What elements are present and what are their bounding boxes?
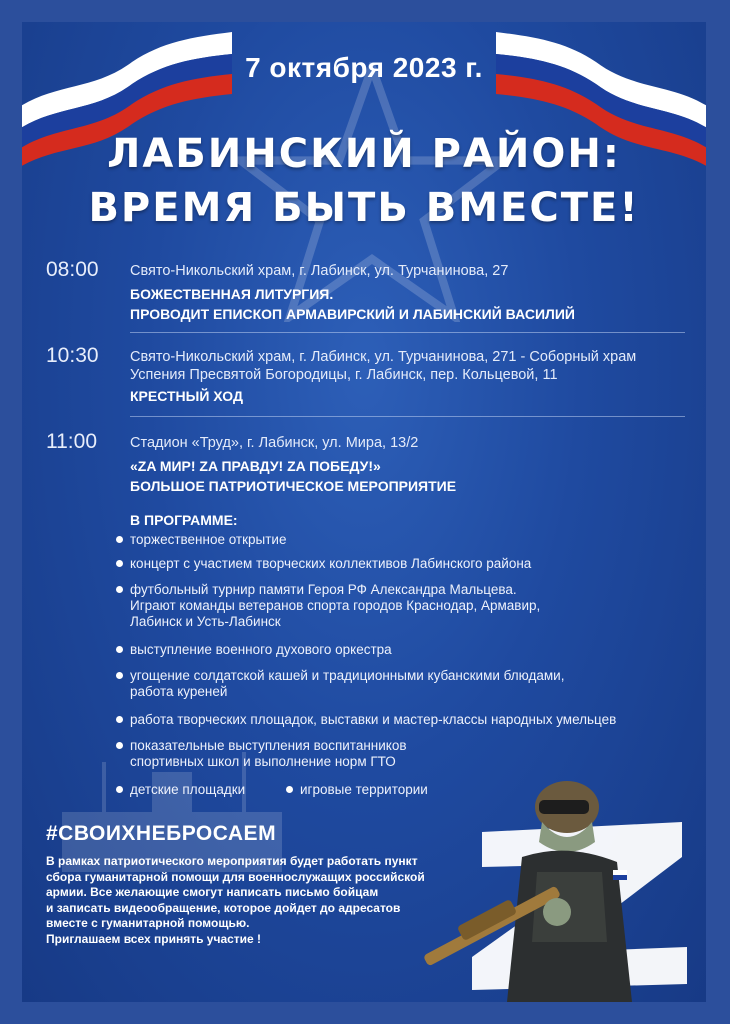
note-line: Приглашаем всех принять участие !: [46, 931, 262, 946]
event-description-line: «ZA МИР! ZA ПРАВДУ! ZA ПОБЕДУ!»: [130, 458, 381, 474]
event-description-line: КРЕСТНЫЙ ХОД: [130, 388, 243, 404]
bullet-icon: [116, 646, 123, 653]
event-place-line: Стадион «Труд», г. Лабинск, ул. Мира, 13/2: [130, 435, 419, 451]
event-description: [130, 386, 690, 406]
event-description: [130, 456, 690, 496]
list-item: [114, 782, 245, 798]
list-item-text: Играют команды ветеранов спорта городов Краснодар, Армавир,: [130, 598, 541, 613]
bullet-icon: [116, 716, 123, 723]
list-item: [114, 668, 694, 700]
event-place-line: Свято-Никольский храм, г. Лабинск, ул. Турчанинова, 27: [130, 263, 509, 279]
event-description-line: БОЖЕСТВЕННАЯ ЛИТУРГИЯ.: [130, 286, 334, 302]
list-item-text: детские площадки: [130, 782, 246, 797]
event-date: 7 октября 2023 г.: [245, 52, 483, 83]
soldier-illustration-icon: [417, 762, 657, 1002]
event-place: [130, 348, 690, 384]
event-time: 11:00: [46, 430, 97, 453]
list-item: [114, 642, 694, 658]
bullet-icon: [116, 672, 123, 679]
list-item: [114, 556, 694, 572]
event-place: [130, 434, 690, 452]
event-time: 08:00: [46, 258, 99, 281]
note-line: армии. Все желающие смогут написать письмо бойцам: [46, 885, 379, 899]
list-item-text: Лабинск и Усть-Лабинск: [130, 614, 281, 629]
title-line-2: ВРЕМЯ БЫТЬ ВМЕСТЕ!: [88, 185, 640, 231]
list-item: [284, 782, 428, 798]
divider: [130, 332, 685, 333]
humanitarian-note: [46, 854, 466, 947]
bullet-icon: [286, 786, 293, 793]
list-item: [114, 532, 694, 548]
event-place: [130, 262, 690, 280]
bullet-icon: [116, 560, 123, 567]
bullet-icon: [116, 742, 123, 749]
poster-title: [22, 127, 706, 235]
event-description-line: БОЛЬШОЕ ПАТРИОТИЧЕСКОЕ МЕРОПРИЯТИЕ: [130, 478, 457, 494]
list-item-text: спортивных школ и выполнение норм ГТО: [130, 754, 396, 769]
note-line: вместе с гуманитарной помощью.: [46, 916, 250, 930]
hashtag: #СВОИХНЕБРОСАЕМ: [46, 822, 277, 845]
list-item-text: работа творческих площадок, выставки и мастер-классы народных умельцев: [130, 712, 617, 727]
list-item-text: концерт с участием творческих коллективов Лабинского района: [130, 556, 532, 571]
list-item: [114, 582, 694, 630]
divider: [130, 416, 685, 417]
list-item-text: работа куреней: [130, 684, 228, 699]
list-item-text: угощение солдатской кашей и традиционными кубанскими блюдами,: [130, 668, 565, 683]
event-description: [130, 284, 690, 324]
program-title: В ПРОГРАММЕ:: [130, 512, 238, 528]
bullet-icon: [116, 586, 123, 593]
list-item-text: выступление военного духового оркестра: [130, 642, 392, 657]
event-time: 10:30: [46, 344, 99, 367]
note-line: сбора гуманитарной помощи для военнослужащих российской: [46, 869, 425, 884]
event-place-line: Свято-Никольский храм, г. Лабинск, ул. Турчанинова, 271 - Соборный храм: [130, 349, 637, 365]
title-line-1: ЛАБИНСКИЙ РАЙОН:: [107, 131, 621, 177]
event-place-line: Успения Пресвятой Богородицы, г. Лабинск, пер. Кольцевой, 11: [130, 367, 558, 383]
bullet-icon: [116, 536, 123, 543]
note-line: и записать видеообращение, которое дойдет до адресатов: [46, 900, 401, 915]
poster: [22, 22, 706, 1002]
event-description-line: ПРОВОДИТ ЕПИСКОП АРМАВИРСКИЙ И ЛАБИНСКИЙ ВАСИЛИЙ: [130, 306, 575, 322]
list-item-text: футбольный турнир памяти Героя РФ Александра Мальцева.: [130, 582, 517, 597]
list-item-text: показательные выступления воспитанников: [130, 738, 407, 753]
bullet-icon: [116, 786, 123, 793]
list-item-text: игровые территории: [300, 782, 428, 797]
list-item: [114, 712, 694, 728]
list-item-text: торжественное открытие: [130, 532, 287, 547]
note-line: В рамках патриотического мероприятия будет работать пункт: [46, 854, 418, 868]
